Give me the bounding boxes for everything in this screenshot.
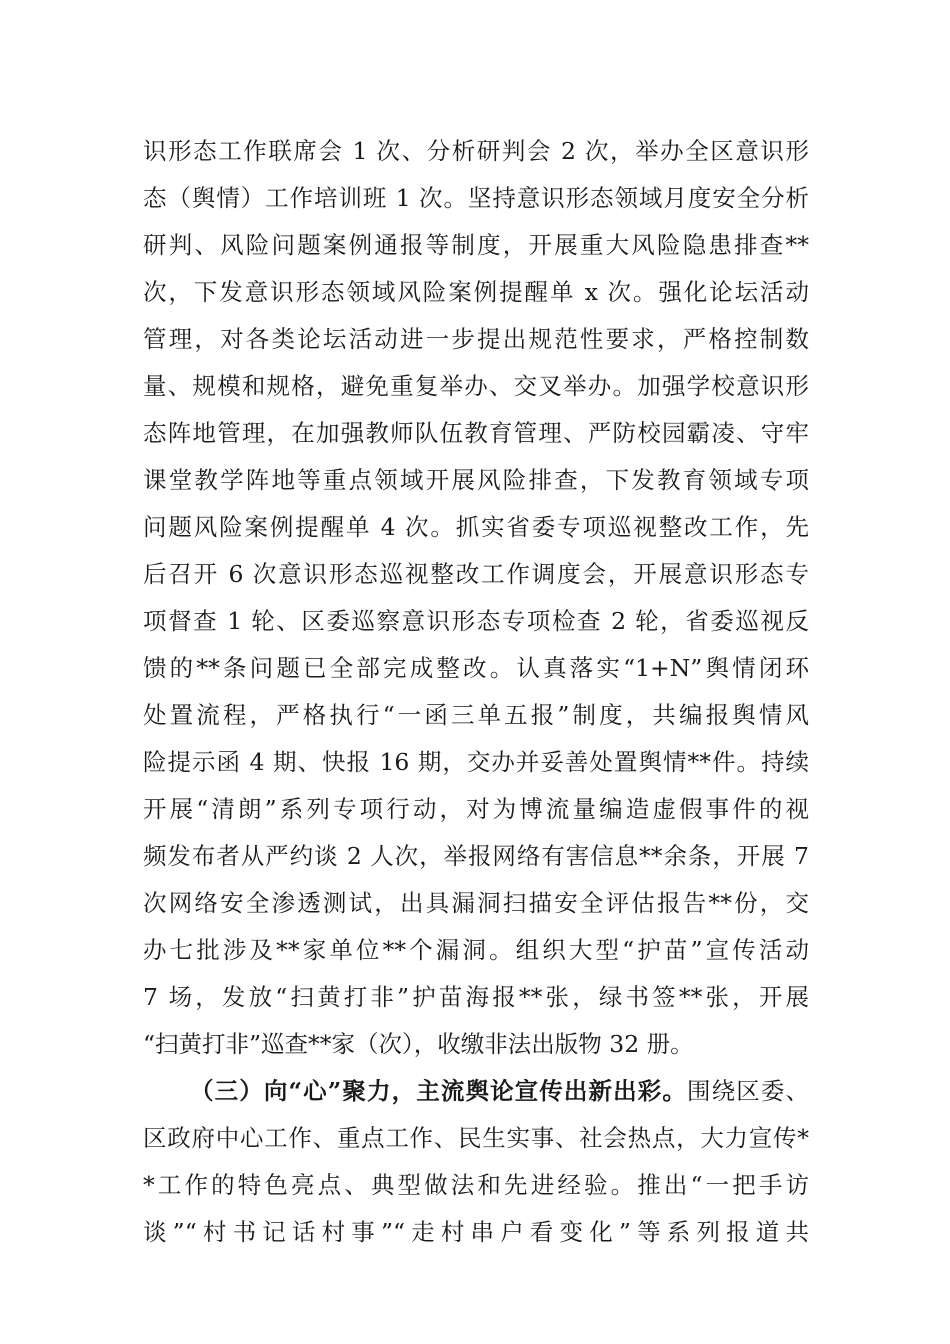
text-line: 馈的**条问题已全部完成整改。认真落实“1+N”舆情闭环	[143, 654, 809, 682]
document-body	[143, 128, 809, 1256]
text-line: 办七批涉及**家单位**个漏洞。组织大型“护苗”宣传活动	[143, 936, 809, 964]
text-line: 项督查 1 轮、区委巡察意识形态专项检查 2 轮，省委巡视反	[143, 607, 809, 635]
text-line: 频发布者从严约谈 2 人次，举报网络有害信息**余条，开展 7	[143, 842, 809, 870]
text-line: 7 场，发放“扫黄打非”护苗海报**张，绿书签**张，开展	[143, 983, 809, 1011]
text-line: 量、规模和规格，避免重复举办、交叉举办。加强学校意识形	[143, 372, 809, 400]
text-line: 开展“清朗”系列专项行动，对为博流量编造虚假事件的视	[143, 795, 809, 823]
text-line: 态阵地管理，在加强教师队伍教育管理、严防校园霸凌、守牢	[143, 419, 809, 447]
text-line: 识形态工作联席会 1 次、分析研判会 2 次，举办全区意识形	[143, 137, 809, 165]
text-line: 后召开 6 次意识形态巡视整改工作调度会，开展意识形态专	[143, 560, 809, 588]
text-line: 险提示函 4 期、快报 16 期，交办并妥善处置舆情**件。持续	[143, 748, 809, 776]
text-line: *工作的特色亮点、典型做法和先进经验。推出“一把手访	[143, 1171, 809, 1199]
section-heading: （三）向“心”聚力，主流舆论宣传出新出彩。	[190, 1077, 688, 1105]
text-run: 围绕区委、	[687, 1077, 809, 1105]
text-line: 次网络安全渗透测试，出具漏洞扫描安全评估报告**份，交	[143, 889, 809, 917]
text-line: “扫黄打非”巡查**家（次），收缴非法出版物 32 册。	[143, 1030, 694, 1058]
text-line: 态（舆情）工作培训班 1 次。坚持意识形态领域月度安全分析	[143, 184, 809, 212]
section-heading-line	[143, 1068, 809, 1115]
text-line: 管理，对各类论坛活动进一步提出规范性要求，严格控制数	[143, 325, 809, 353]
text-line: 区政府中心工作、重点工作、民生实事、社会热点，大力宣传*	[143, 1124, 809, 1152]
text-line: 谈”“村书记话村事”“走村串户看变化”等系列报道共	[143, 1218, 809, 1246]
text-line: 课堂教学阵地等重点领域开展风险排查，下发教育领域专项	[143, 466, 809, 494]
text-line: 次，下发意识形态领域风险案例提醒单 x 次。强化论坛活动	[143, 278, 809, 306]
text-line: 处置流程，严格执行“一函三单五报”制度，共编报舆情风	[143, 701, 809, 729]
text-line: 研判、风险问题案例通报等制度，开展重大风险隐患排查**	[143, 231, 809, 259]
paragraph-2	[143, 1068, 809, 1256]
paragraph-1	[143, 128, 809, 1068]
text-line: 问题风险案例提醒单 4 次。抓实省委专项巡视整改工作，先	[143, 513, 809, 541]
